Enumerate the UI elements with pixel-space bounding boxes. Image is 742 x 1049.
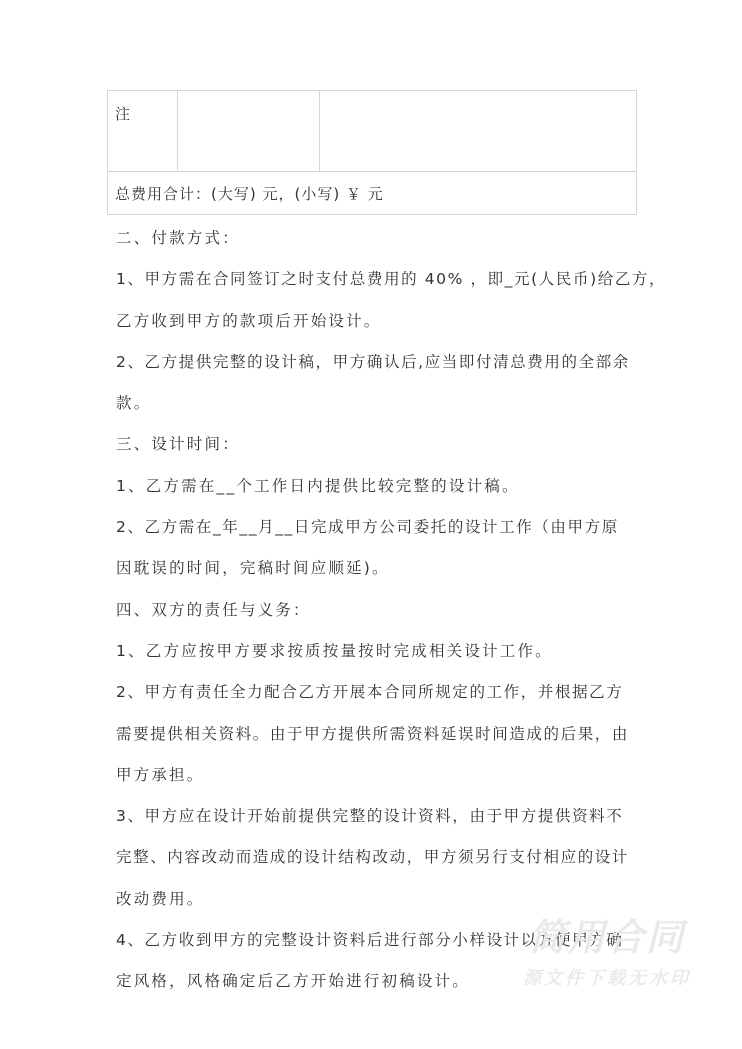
contract-body bbox=[116, 218, 667, 1003]
duties-item-2-line-1: 2、甲方有责任全力配合乙方开展本合同所规定的工作，并根据乙方 bbox=[116, 683, 624, 702]
section-heading-duties: 四、双方的责任与义务： bbox=[116, 600, 311, 619]
total-row bbox=[108, 172, 637, 215]
section-heading-payment: 二、付款方式： bbox=[116, 229, 240, 247]
payment-item-2-line-2: 款。 bbox=[116, 394, 152, 413]
watermark-brand: 简用合同 bbox=[529, 916, 685, 959]
section-heading-schedule: 三、设计时间： bbox=[116, 435, 240, 454]
watermark-tagline: 源文件下载无水印 bbox=[523, 968, 691, 989]
schedule-item-2-line-1: 2、乙方需在_年__月__日完成甲方公司委托的设计工作（由甲方原 bbox=[116, 518, 619, 537]
note-cell-2 bbox=[178, 91, 320, 172]
watermark bbox=[512, 916, 702, 994]
duties-item-3-line-1: 3、甲方应在设计开始前提供完整的设计资料，由于甲方提供资料不 bbox=[116, 807, 624, 826]
duties-item-2-line-3: 甲方承担。 bbox=[116, 765, 205, 784]
note-label-cell: 注 bbox=[108, 91, 178, 172]
note-row bbox=[108, 91, 637, 172]
duties-item-4-line-1: 4、乙方收到甲方的完整设计资料后进行部分小样设计以方便甲方确 bbox=[116, 931, 624, 950]
duties-item-3-line-2: 完整、内容改动而造成的设计结构改动，甲方须另行支付相应的设计 bbox=[116, 848, 630, 867]
duties-item-4-line-2: 定风格，风格确定后乙方开始进行初稿设计。 bbox=[116, 972, 471, 991]
payment-item-1-line-2: 乙方收到甲方的款项后开始设计。 bbox=[116, 311, 382, 330]
payment-item-2-line-1: 2、乙方提供完整的设计稿，甲方确认后,应当即付清总费用的全部余 bbox=[116, 352, 630, 371]
duties-item-2-line-2: 需要提供相关资料。由于甲方提供所需资料延误时间造成的后果，由 bbox=[116, 724, 630, 743]
schedule-item-1-line-1: 1、乙方需在__个工作日内提供比较完整的设计稿。 bbox=[116, 476, 520, 495]
payment-item-1-line-1: 1、甲方需在合同签订之时支付总费用的 40% ，即_元(人民币)给乙方， bbox=[116, 270, 667, 289]
duties-item-1-line-1: 1、乙方应按甲方要求按质按量按时完成相关设计工作。 bbox=[116, 641, 553, 660]
note-cell-3 bbox=[320, 91, 637, 172]
fee-table bbox=[107, 90, 637, 215]
schedule-item-2-line-2: 因耽误的时间，完稿时间应顺延)。 bbox=[116, 559, 390, 578]
total-fee-cell: 总费用合计：(大写) 元，(小写) ￥ 元 bbox=[108, 172, 637, 215]
duties-item-3-line-3: 改动费用。 bbox=[116, 889, 205, 908]
